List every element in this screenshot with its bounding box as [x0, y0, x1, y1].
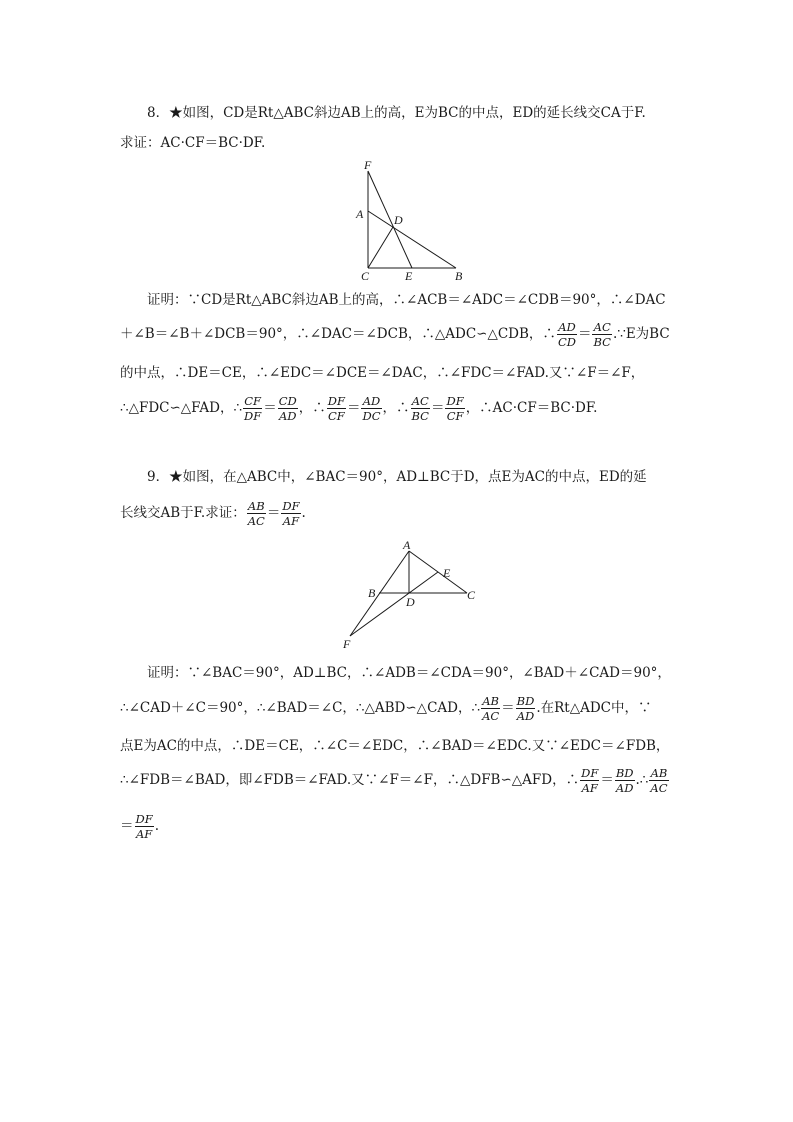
- fraction-numerator: AB: [482, 694, 499, 708]
- problem8-proof-line: [120, 362, 680, 384]
- problem8-figure: [340, 155, 480, 285]
- segment-CD: [368, 227, 393, 268]
- fraction: [243, 394, 262, 423]
- text-run: .∵E为BC: [612, 326, 670, 342]
- text-run: 的中点，∴DE＝CE，∴∠EDC＝∠DCE＝∠DAC，∴∠FDC＝∠FAD.又∵∠F＝∠F，: [120, 365, 645, 381]
- fraction-numerator: AB: [247, 499, 265, 513]
- text-run: ，∴: [382, 400, 410, 416]
- fraction-numerator: CF: [244, 394, 262, 408]
- segment-AB: [368, 211, 456, 268]
- fraction-numerator: AD: [362, 394, 381, 408]
- text-run: .: [301, 505, 306, 521]
- problem8-proof-line: [147, 289, 680, 311]
- point-label-F: F: [343, 637, 351, 651]
- text-run: 8．★如图，CD是Rt△ABC斜边AB上的高，E为BC的中点，ED的延长线交CA于F.: [147, 105, 646, 121]
- problem9-proof-line: [120, 735, 680, 757]
- fraction: [327, 394, 346, 423]
- text-run: .: [154, 818, 159, 834]
- fraction-denominator: AC: [650, 781, 668, 795]
- fraction-denominator: CF: [327, 409, 345, 423]
- text-run: 证明：∵CD是Rt△ABC斜边AB上的高，∴∠ACB＝∠ADC＝∠CDB＝90°，∴∠DAC: [147, 292, 666, 308]
- text-run: 求证：AC·CF＝BC·DF.: [120, 135, 266, 151]
- fraction: [361, 394, 381, 423]
- fraction-numerator: DF: [581, 766, 599, 780]
- fraction-denominator: CD: [557, 335, 576, 349]
- problem9-proof-line: [120, 760, 680, 800]
- point-label-A: A: [403, 538, 411, 552]
- fraction-numerator: DF: [446, 394, 464, 408]
- text-run: .在Rt△ADC中，∵: [536, 700, 652, 716]
- fraction-denominator: DC: [362, 409, 381, 423]
- fraction: [615, 766, 635, 795]
- text-run: 证明：∵∠BAC＝90°，AD⊥BC，∴∠ADB＝∠CDA＝90°，∠BAD＋∠CAD＝90°，: [147, 665, 671, 681]
- point-label-C: C: [467, 588, 476, 602]
- problem9-proof-line: [120, 806, 680, 846]
- text-run: ＝: [266, 505, 281, 521]
- fraction-denominator: BC: [593, 335, 611, 349]
- fraction-denominator: AC: [482, 709, 500, 723]
- point-label-D: D: [406, 595, 415, 609]
- text-run: ∴∠CAD＋∠C＝90°，∴∠BAD＝∠C，∴△ABD∽△CAD，∴: [120, 700, 481, 716]
- point-label-D: D: [394, 213, 403, 227]
- fraction: [580, 766, 599, 795]
- text-run: ＝: [577, 326, 592, 342]
- text-run: ＋∠B＝∠B＋∠DCB＝90°，∴∠DAC＝∠DCB，∴△ADC∽△CDB，∴: [120, 326, 556, 342]
- fraction-denominator: AD: [615, 781, 634, 795]
- point-label-B: B: [455, 269, 463, 283]
- point-label-B: B: [368, 586, 376, 600]
- text-run: ＝: [120, 818, 134, 834]
- point-label-E: E: [443, 566, 451, 580]
- segment-FE: [350, 572, 438, 636]
- point-label-E: E: [405, 269, 413, 283]
- problem9-figure: [340, 535, 485, 655]
- fraction: [278, 394, 298, 423]
- text-run: ＝: [430, 400, 445, 416]
- point-label-F: F: [364, 158, 372, 172]
- text-run: .∴: [635, 772, 649, 788]
- fraction-denominator: AD: [516, 709, 535, 723]
- fraction-denominator: AF: [282, 514, 300, 528]
- text-run: ＝: [263, 400, 277, 416]
- fraction-numerator: AC: [593, 320, 611, 334]
- fraction-numerator: BD: [615, 766, 634, 780]
- fraction-denominator: DF: [244, 409, 262, 423]
- fraction-numerator: DF: [135, 812, 153, 826]
- text-run: 长线交AB于F.求证：: [120, 505, 246, 521]
- problem8-prove-line: [120, 132, 680, 154]
- fraction: [135, 812, 154, 841]
- fraction: [649, 766, 668, 795]
- text-run: ∴△FDC∽△FAD，∴: [120, 400, 243, 416]
- problem9-proof-line: [120, 688, 680, 728]
- fraction-numerator: BD: [516, 694, 535, 708]
- problem8-proof-line: [120, 388, 680, 428]
- text-run: ＝: [501, 700, 515, 716]
- text-run: ＝: [346, 400, 361, 416]
- fraction-numerator: DF: [282, 499, 300, 513]
- problem8-statement-line: [147, 102, 680, 124]
- fraction: [557, 320, 577, 349]
- problem9-prove-line: [120, 493, 680, 533]
- fraction: [445, 394, 464, 423]
- fraction-numerator: CD: [278, 394, 297, 408]
- fraction: [481, 694, 500, 723]
- text-run: ＝: [600, 772, 614, 788]
- fraction-numerator: AD: [558, 320, 576, 334]
- fraction: [281, 499, 300, 528]
- fraction-numerator: AB: [650, 766, 668, 780]
- fraction: [592, 320, 611, 349]
- fraction-numerator: DF: [327, 394, 345, 408]
- text-run: 点E为AC的中点，∴DE＝CE，∴∠C＝∠EDC，∴∠BAD＝∠EDC.又∵∠EDC＝∠FDB，: [120, 738, 670, 754]
- fraction: [516, 694, 536, 723]
- fraction-denominator: CF: [446, 409, 464, 423]
- segment-FE: [368, 171, 412, 268]
- fraction-numerator: AC: [411, 394, 429, 408]
- fraction-denominator: AF: [135, 827, 153, 841]
- fraction: [411, 394, 430, 423]
- point-label-A: A: [356, 207, 364, 221]
- fraction-denominator: AD: [279, 409, 297, 423]
- fraction-denominator: BC: [411, 409, 429, 423]
- text-run: 9．★如图，在△ABC中，∠BAC＝90°，AD⊥BC于D，点E为AC的中点，ED的延: [147, 469, 647, 485]
- point-label-C: C: [361, 269, 370, 283]
- fraction-denominator: AC: [247, 514, 265, 528]
- text-run: ，∴: [298, 400, 326, 416]
- text-run: ，∴AC·CF＝BC·DF.: [465, 400, 598, 416]
- problem9-proof-line: [147, 662, 680, 684]
- fraction: [247, 499, 266, 528]
- problem8-proof-line: [120, 314, 680, 354]
- problem9-statement-line: [147, 466, 680, 488]
- text-run: ∴∠FDB＝∠BAD，即∠FDB＝∠FAD.又∵∠F＝∠F，∴△DFB∽△AFD，∴: [120, 772, 580, 788]
- fraction-denominator: AF: [581, 781, 598, 795]
